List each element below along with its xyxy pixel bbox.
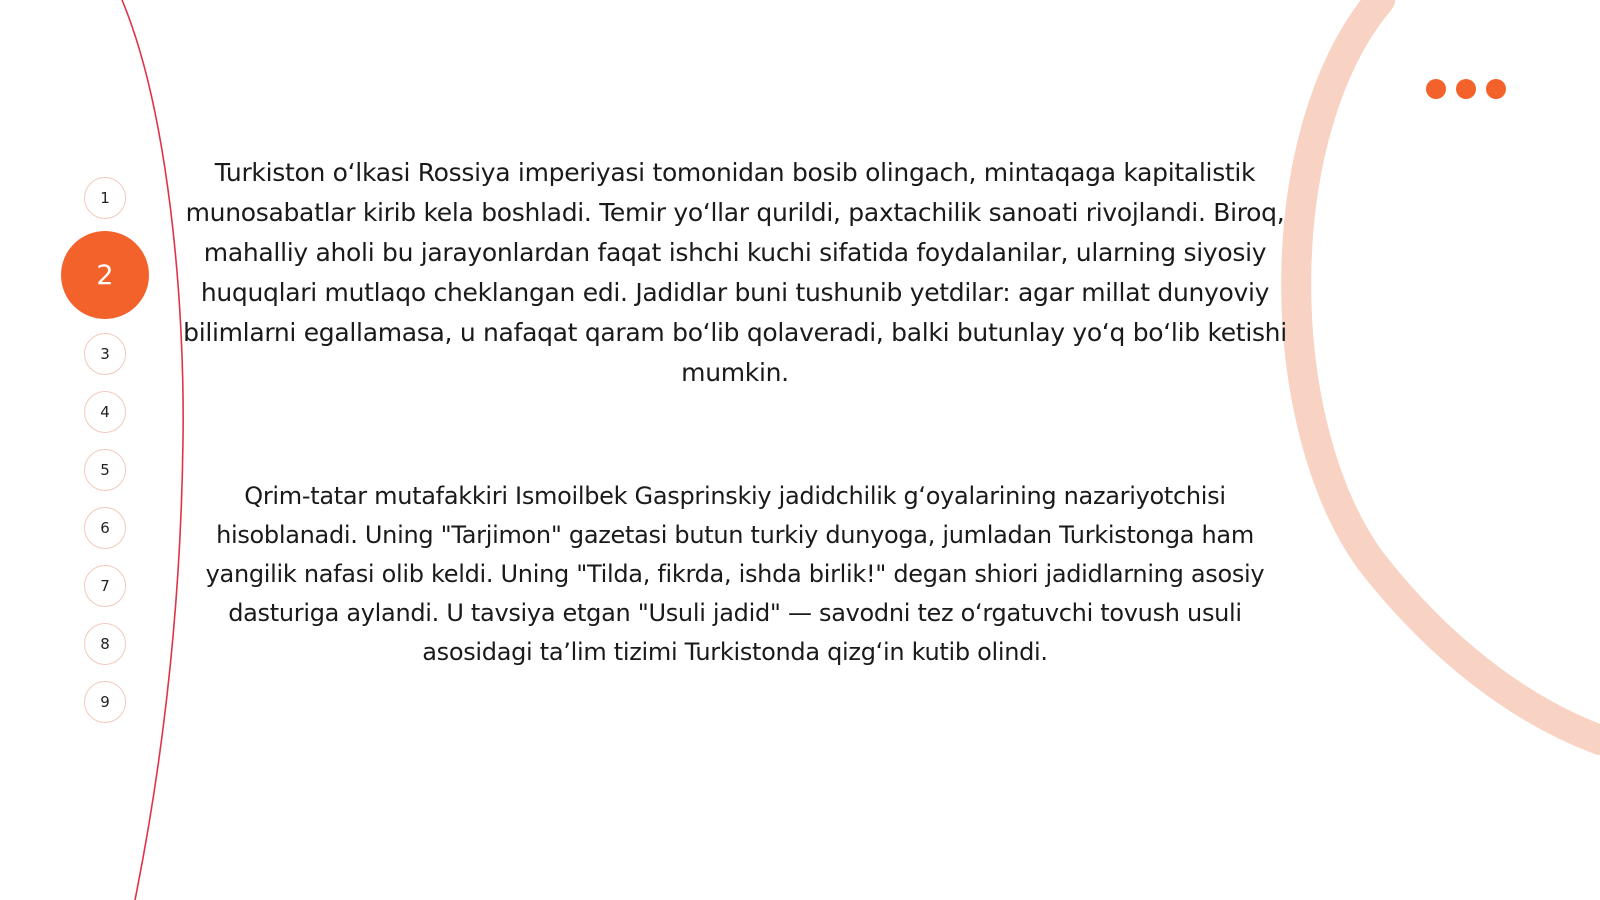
page-number: 6 [100, 519, 110, 537]
page-number: 1 [100, 189, 110, 207]
page-button-8[interactable] [84, 623, 126, 665]
page-button-4[interactable] [84, 391, 126, 433]
menu-dot [1456, 79, 1476, 99]
page-number: 3 [100, 345, 110, 363]
decorative-arc-right [1296, 0, 1600, 740]
page-button-5[interactable] [84, 449, 126, 491]
page-button-6[interactable] [84, 507, 126, 549]
page-button-7[interactable] [84, 565, 126, 607]
page-button-9[interactable] [84, 681, 126, 723]
slide-pager [0, 0, 220, 900]
page-number: 5 [100, 461, 110, 479]
page-button-3[interactable] [84, 333, 126, 375]
page-number: 2 [96, 259, 114, 291]
menu-dot [1486, 79, 1506, 99]
page-number: 4 [100, 403, 110, 421]
paragraph-russian-conquest: Turkiston oʻlkasi Rossiya imperiyasi tomonidan bosib olingach, mintaqaga kapitalistik munosabatlar kirib kela boshladi. Temir yoʻllar qurildi, paxtachilik sanoati rivojlandi. Biroq, mahalliy aholi bu jarayonlardan faqat ishchi kuchi sifatida foydalanilar, ularning siyosiy huquqlari mutlaqo cheklangan edi. Jadidlar buni tushunib yetdilar: agar millat dunyoviy bilimlarni egallamasa, u nafaqat qaram boʻlib qolaveradi, balki butunlay yoʻq boʻlib ketishi mumkin. [183, 158, 1287, 387]
paragraph-gasprinskiy: Qrim-tatar mutafakkiri Ismoilbek Gasprinskiy jadidchilik gʻoyalarining nazariyotchisi hisoblanadi. Uning "Tarjimon" gazetasi butun turkiy dunyoga, jumladan Turkistonga ham yangilik nafasi olib keldi. Uning "Tilda, fikrda, ishda birlik!" degan shiori jadidlarning asosiy dasturiga aylandi. U tavsiya etgan "Usuli jadid" — savodni tez oʻrgatuvchi tovush usuli asosidagi taʼlim tizimi Turkistonda qizgʻin kutib olindi. [205, 482, 1265, 666]
page-button-2-active[interactable] [61, 231, 149, 319]
page-number: 9 [100, 693, 110, 711]
page-number: 7 [100, 577, 110, 595]
menu-dot [1426, 79, 1446, 99]
page-button-1[interactable] [84, 177, 126, 219]
more-dots-icon[interactable] [1426, 79, 1506, 99]
page-number: 8 [100, 635, 110, 653]
